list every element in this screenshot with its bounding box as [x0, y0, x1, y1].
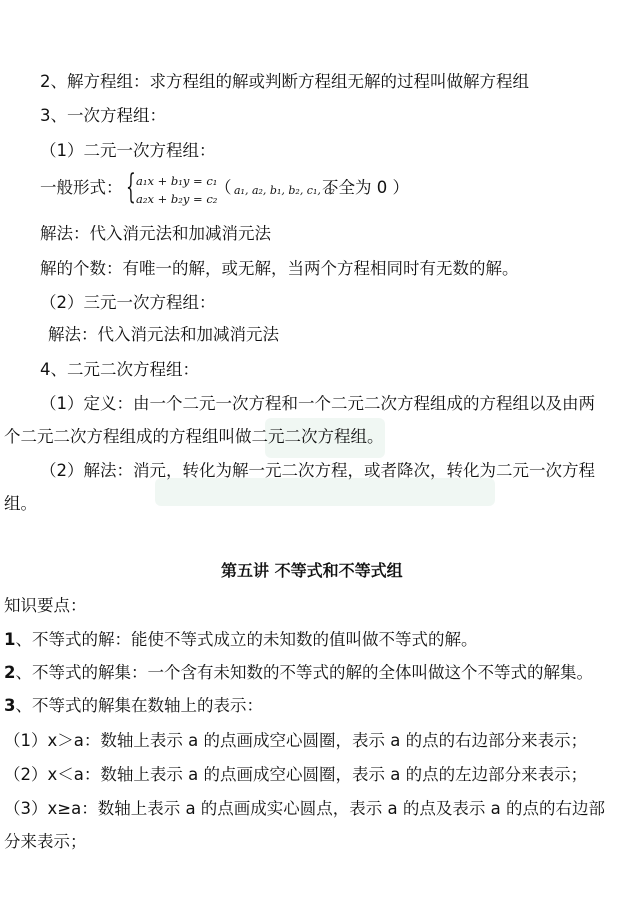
key-points-label: 知识要点： — [4, 596, 87, 615]
equation-1: a₁x + b₁y = c₁ — [136, 174, 218, 188]
sub2-heading: （2）三元一次方程组： — [40, 293, 216, 312]
solution-count-text: 解的个数：有唯一的解，或无解，当两个方程相同时有无数的解。 — [40, 259, 519, 278]
method2-text: 解法：代入消元法和加减消元法 — [48, 325, 279, 344]
case-1: （1）x＞a：数轴上表示 a 的点画成空心圆圈，表示 a 的点的右边部分来表示； — [4, 731, 588, 750]
point-2-number: 2 — [4, 663, 16, 682]
case-3-line-1: （3）x≥a：数轴上表示 a 的点画成实心圆点，表示 a 的点及表示 a 的点的右边部 — [4, 799, 606, 818]
point-1 — [4, 628, 477, 652]
point-2-text: 、不等式的解集：一个含有未知数的不等式的解的全体叫做这个不等式的解集。 — [15, 663, 593, 682]
paren-open: （ — [215, 178, 232, 197]
point-3-text: 、不等式的解集在数轴上的表示： — [15, 696, 263, 715]
general-form-label: 一般形式： — [40, 178, 123, 197]
not-all-zero-text: 不全为 0 ） — [322, 178, 409, 197]
solution-method-line-2: 组。 — [4, 494, 37, 513]
point-3-number: 3 — [4, 696, 16, 715]
sub1-heading: （1）二元一次方程组： — [40, 141, 216, 160]
case-3-line-2: 分来表示； — [4, 832, 87, 851]
item3-heading: 3、一次方程组： — [40, 106, 166, 125]
point-1-text: 、不等式的解：能使不等式成立的未知数的值叫做不等式的解。 — [15, 630, 478, 649]
coefficient-list: a₁, a₂, b₁, b₂, c₁, c₂ — [234, 184, 335, 197]
equation-2: a₂x + b₂y = c₂ — [136, 192, 218, 206]
point-1-number: 1 — [4, 630, 16, 649]
definition-line-2: 个二元二次方程组成的方程组叫做二元二次方程组。 — [4, 427, 384, 446]
case-2: （2）x＜a：数轴上表示 a 的点画成空心圆圈，表示 a 的点的左边部分来表示； — [4, 765, 588, 784]
method-text: 解法：代入消元法和加减消元法 — [40, 224, 271, 243]
item2-text: 2、解方程组：求方程组的解或判断方程组无解的过程叫做解方程组 — [40, 72, 529, 91]
brace-icon: { — [126, 167, 136, 207]
lecture-title: 第五讲 不等式和不等式组 — [221, 561, 403, 580]
item4-heading: 4、二元二次方程组： — [40, 360, 199, 379]
point-2 — [4, 661, 593, 685]
point-3 — [4, 694, 263, 718]
solution-method-line-1: （2）解法：消元，转化为解一元二次方程，或者降次，转化为二元一次方程 — [40, 461, 595, 480]
definition-line-1: （1）定义：由一个二元一次方程和一个二元二次方程组成的方程组以及由两 — [40, 394, 595, 413]
